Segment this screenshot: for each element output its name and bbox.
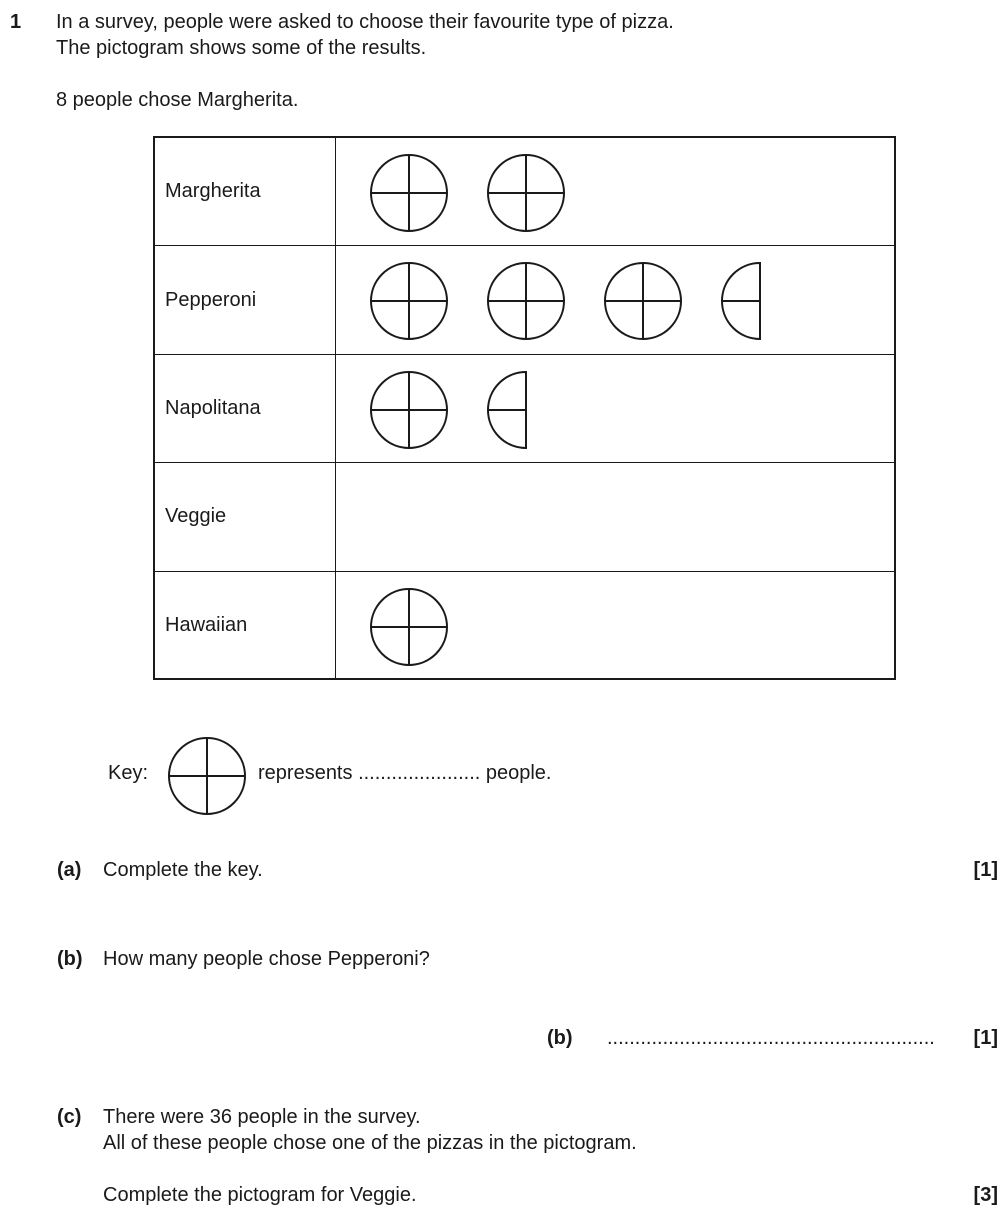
part-c-line-2: All of these people chose one of the pizzas in the pictogram. <box>103 1132 637 1154</box>
pictogram-row <box>155 355 894 463</box>
key-represents-text <box>258 760 552 786</box>
pictogram-symbol-area[interactable] <box>336 463 894 570</box>
pizza-icon <box>486 261 566 341</box>
part-b-answer-line[interactable]: ........................................................... <box>607 1027 935 1049</box>
pizza-icon <box>369 587 449 667</box>
key-text-before: represents <box>258 762 353 784</box>
part-b-label: (b) <box>57 948 83 970</box>
part-c-line-3: Complete the pictogram for Veggie. <box>103 1184 417 1206</box>
intro-line-2: The pictogram shows some of the results. <box>56 37 427 59</box>
part-c-line-1: There were 36 people in the survey. <box>103 1106 421 1128</box>
intro-line-1: In a survey, people were asked to choose their favourite type of pizza. <box>56 11 674 33</box>
pictogram-symbol-area <box>336 246 894 353</box>
question-number: 1 <box>10 11 22 33</box>
pizza-icon <box>369 370 449 450</box>
pictogram-symbol-area <box>336 138 894 245</box>
pictogram-table <box>153 136 896 680</box>
part-b-marks: [1] <box>973 1027 998 1049</box>
pictogram-row <box>155 138 894 246</box>
pictogram-row <box>155 572 894 680</box>
key-label: Key: <box>108 762 149 784</box>
pictogram-row-label: Hawaiian <box>155 572 336 680</box>
pizza-icon <box>369 261 449 341</box>
key-answer-blank[interactable]: ...................... <box>358 762 481 784</box>
pizza-icon <box>486 153 566 233</box>
part-b-text: How many people chose Pepperoni? <box>103 948 430 970</box>
pizza-icon <box>369 153 449 233</box>
part-c-label: (c) <box>57 1106 82 1128</box>
part-a-label: (a) <box>57 859 82 881</box>
key-pizza-icon <box>167 736 247 816</box>
pictogram-row <box>155 463 894 571</box>
pictogram-symbol-area <box>336 355 894 462</box>
pictogram-symbol-area <box>336 572 894 680</box>
half-pizza-icon <box>486 370 566 450</box>
half-pizza-icon <box>720 261 800 341</box>
part-a-text: Complete the key. <box>103 859 263 881</box>
part-c-marks: [3] <box>973 1184 998 1206</box>
pictogram-row-label: Napolitana <box>155 355 336 462</box>
pictogram-row-label: Margherita <box>155 138 336 245</box>
part-b-answer-label: (b) <box>547 1027 573 1049</box>
pictogram-row-label: Pepperoni <box>155 246 336 353</box>
part-a-marks: [1] <box>973 859 998 881</box>
pictogram-row-label: Veggie <box>155 463 336 570</box>
key-text-after: people. <box>485 762 552 784</box>
given-fact: 8 people chose Margherita. <box>56 89 299 111</box>
pizza-icon <box>603 261 683 341</box>
pictogram-row <box>155 246 894 354</box>
